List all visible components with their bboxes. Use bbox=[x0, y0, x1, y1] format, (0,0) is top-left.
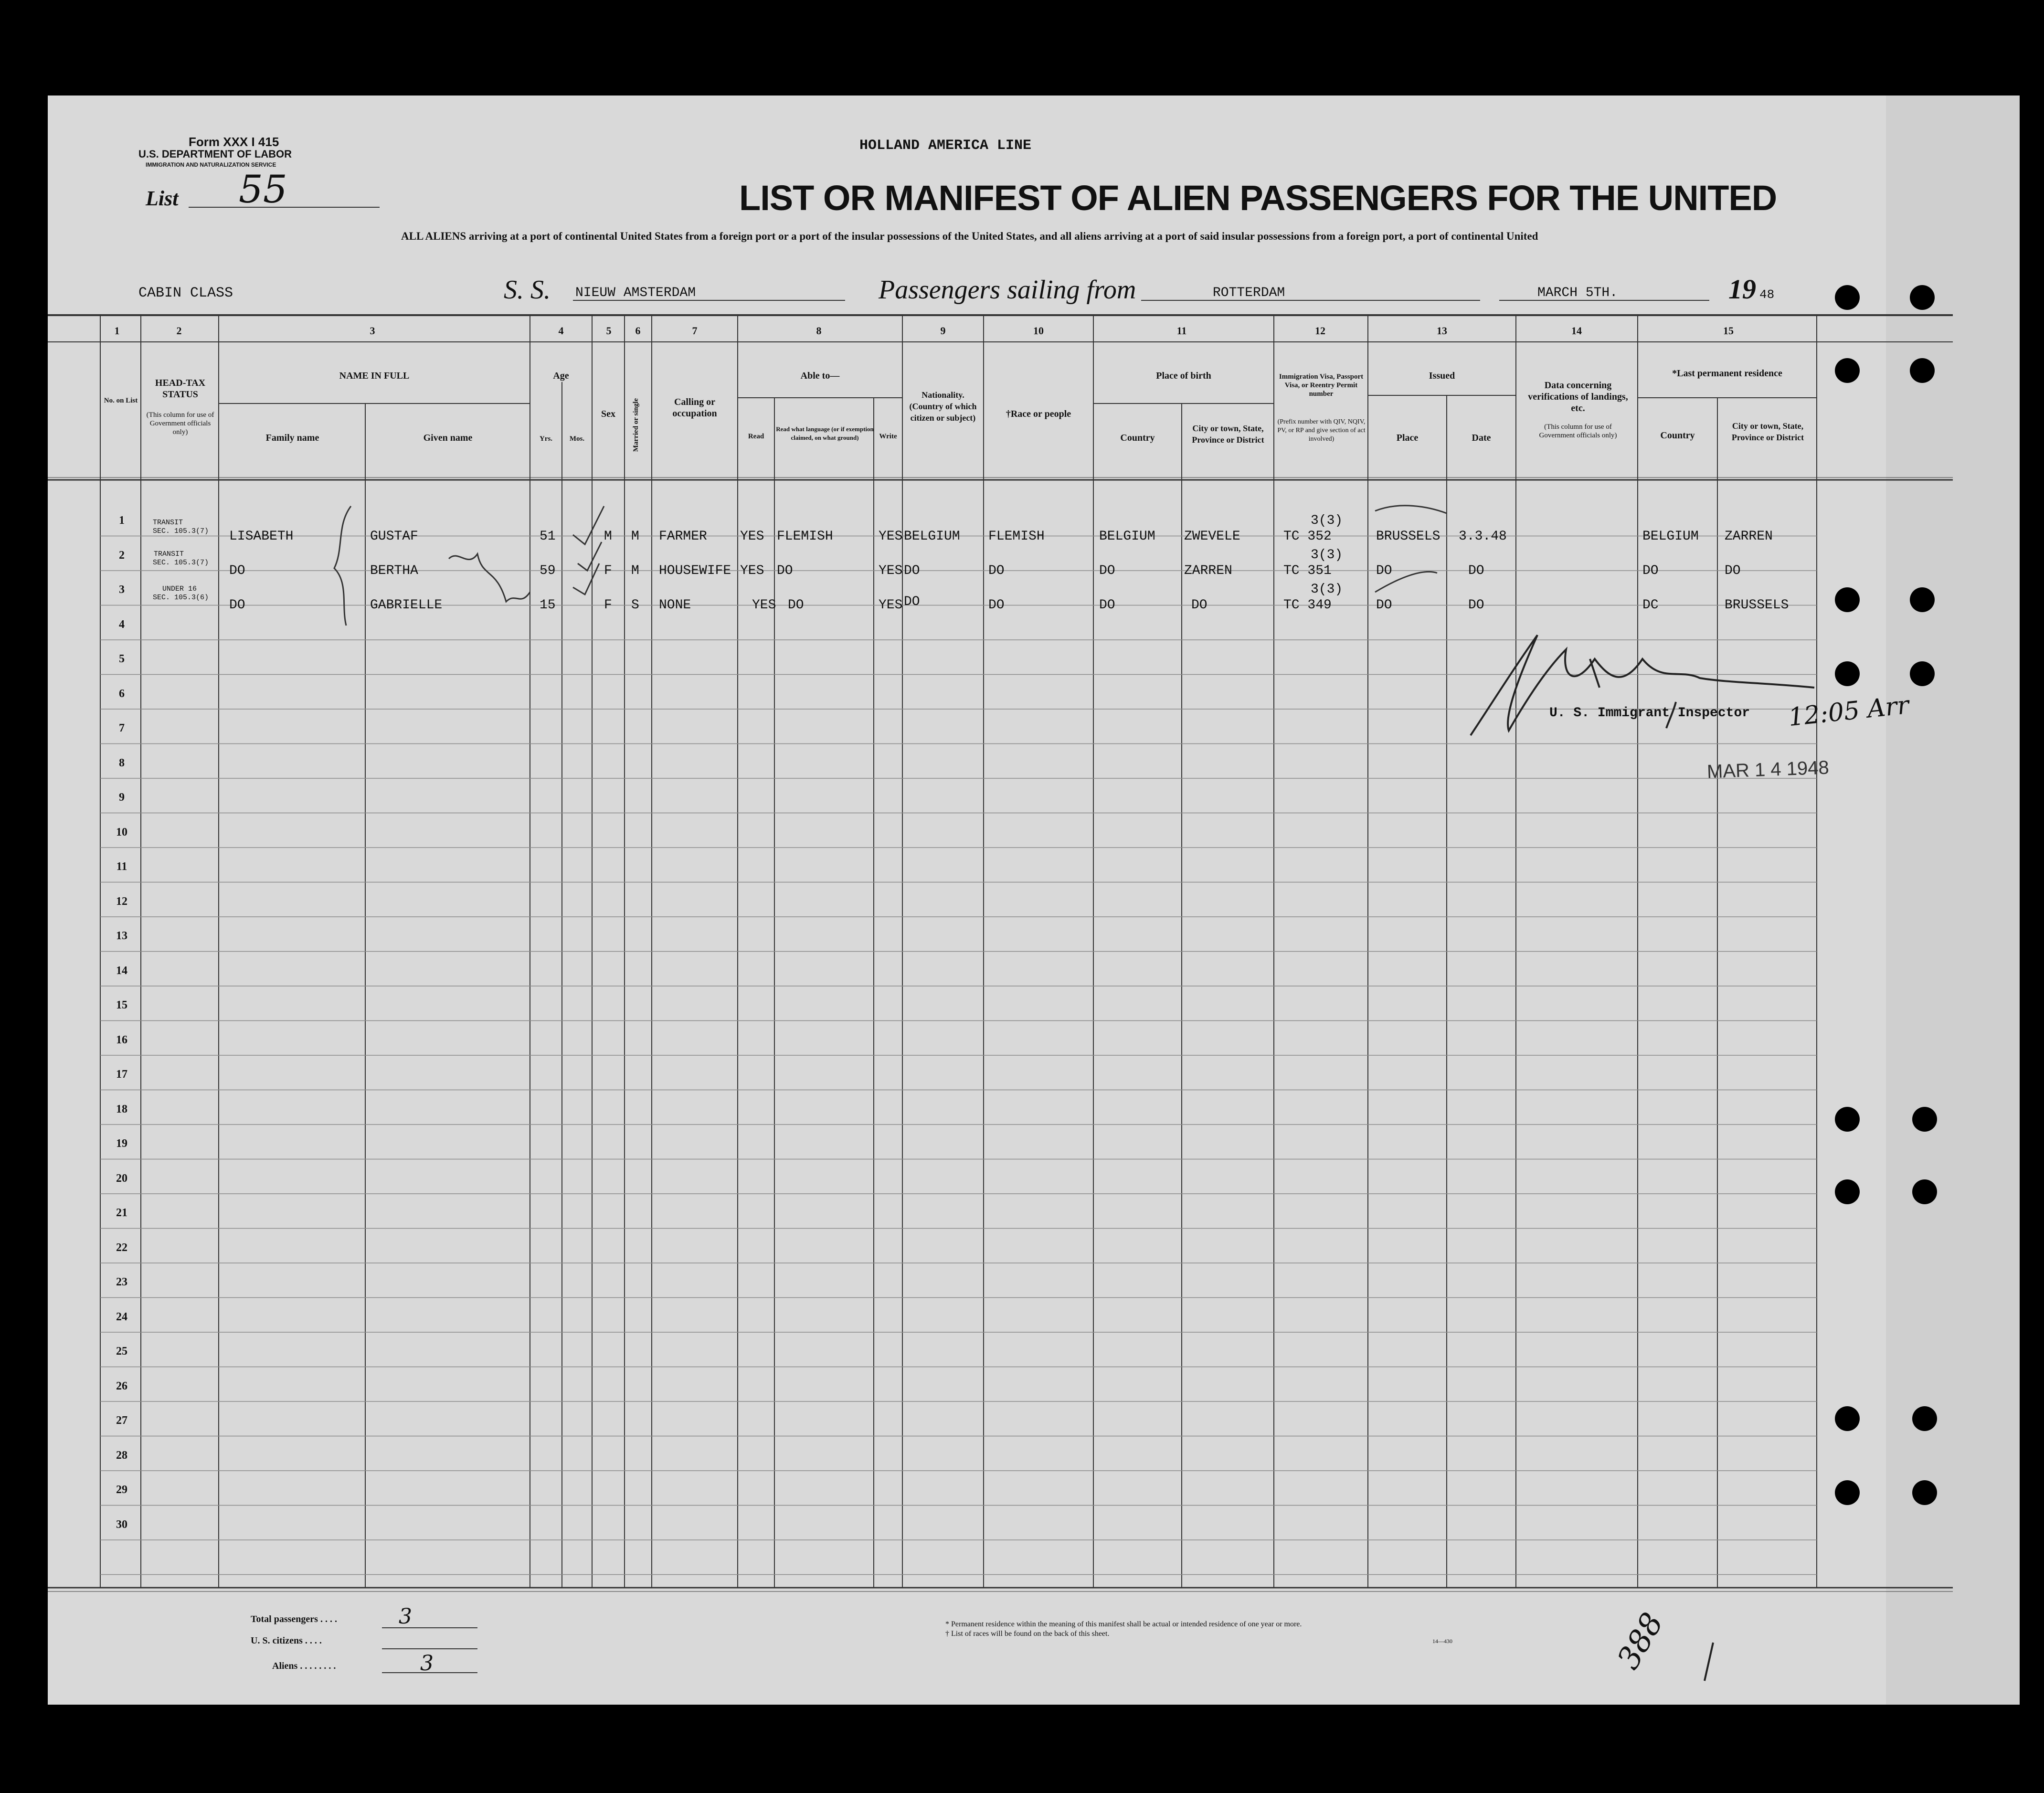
binder-hole bbox=[1835, 1107, 1860, 1132]
binder-hole bbox=[1910, 661, 1935, 686]
row-number: 17 bbox=[116, 1068, 127, 1081]
hdr-family-name: Family name bbox=[265, 433, 319, 443]
row1-tax: TRANSIT bbox=[153, 519, 183, 527]
col-num-14: 14 bbox=[1571, 325, 1582, 337]
row2-issued-date: DO bbox=[1468, 563, 1484, 578]
row-number: 19 bbox=[116, 1137, 127, 1150]
binder-hole bbox=[1910, 285, 1935, 310]
aliens-label: Aliens . . . . . . . . bbox=[272, 1661, 336, 1671]
row3-married: S bbox=[631, 598, 639, 613]
hdr-res-city: City or town, State, Province or District bbox=[1731, 421, 1804, 442]
binder-hole bbox=[1835, 587, 1860, 612]
hdr-residence: *Last permanent residence bbox=[1672, 368, 1782, 379]
row1-language: FLEMISH bbox=[777, 529, 833, 544]
binder-hole bbox=[1835, 1406, 1860, 1431]
row1-write: YES bbox=[879, 529, 903, 544]
footnote-residence: * Permanent residence within the meaning of this manifest shall be actual or intended residence of one year or more. bbox=[945, 1620, 1302, 1628]
row2-read: YES bbox=[740, 563, 764, 578]
hdr-write: Write bbox=[879, 433, 897, 440]
hdr-married: Married or single bbox=[632, 398, 640, 452]
col-num-1: 1 bbox=[114, 325, 120, 337]
col-num-7: 7 bbox=[692, 325, 698, 337]
hdr-birth-city: City or town, State, Province or District bbox=[1192, 424, 1264, 445]
aliens-underline bbox=[382, 1672, 477, 1673]
row1-sex: M bbox=[604, 529, 612, 544]
us-citizens-label: U. S. citizens . . . . bbox=[251, 1635, 322, 1646]
row3-visa: TC 349 bbox=[1283, 598, 1332, 613]
row3-birth-city: DO bbox=[1191, 598, 1207, 613]
row1-visa-section: 3(3) bbox=[1311, 513, 1343, 528]
manifest-title: LIST OR MANIFEST OF ALIEN PASSENGERS FOR THE UNITED bbox=[739, 178, 1777, 218]
total-passengers-label: Total passengers . . . . bbox=[251, 1614, 337, 1624]
row-number: 13 bbox=[116, 930, 127, 942]
row-number: 27 bbox=[116, 1414, 127, 1427]
row-number: 28 bbox=[116, 1449, 127, 1462]
row2-visa: TC 351 bbox=[1283, 563, 1332, 578]
row1-tax-sec: SEC. 105.3(7) bbox=[153, 527, 209, 535]
row3-yrs: 15 bbox=[540, 598, 556, 613]
row-number: 6 bbox=[119, 687, 125, 700]
row-number: 15 bbox=[116, 999, 127, 1011]
hdr-mos: Mos. bbox=[569, 435, 585, 443]
row1-race: FLEMISH bbox=[988, 529, 1045, 544]
row2-nationality: DO bbox=[904, 563, 920, 578]
row2-visa-section: 3(3) bbox=[1311, 548, 1343, 562]
hdr-issued-place: Place bbox=[1396, 433, 1419, 443]
hdr-visa: Immigration Visa, Passport Visa, or Reentry Permit number bbox=[1279, 373, 1364, 398]
hdr-able-to: Able to— bbox=[800, 371, 840, 381]
line-name: HOLLAND AMERICA LINE bbox=[859, 138, 1032, 154]
row2-issued-place: DO bbox=[1376, 563, 1392, 578]
row3-sex: F bbox=[604, 598, 612, 613]
row-number: 2 bbox=[119, 549, 125, 562]
hdr-name-in-full: NAME IN FULL bbox=[339, 371, 410, 381]
hdr-birth-country: Country bbox=[1120, 433, 1155, 443]
manifest-subtitle: ALL ALIENS arriving at a port of continental United States from a foreign port or a port of the insular possessions of the United States, and all aliens arriving at a port of said insular possessions from a foreign port, a port of continental United bbox=[401, 230, 1538, 242]
col-num-13: 13 bbox=[1437, 325, 1447, 337]
row2-tax-sec: SEC. 105.3(7) bbox=[153, 559, 209, 567]
col-num-6: 6 bbox=[635, 325, 641, 337]
ss-label: S. S. bbox=[504, 275, 551, 305]
row3-tax: UNDER 16 bbox=[162, 585, 197, 593]
row-number: 29 bbox=[116, 1484, 127, 1496]
row2-race: DO bbox=[988, 563, 1005, 578]
hdr-issued: Issued bbox=[1429, 371, 1455, 381]
hdr-race: †Race or people bbox=[1006, 409, 1071, 419]
row2-res-city: DO bbox=[1725, 563, 1741, 578]
hdr-head-tax: HEAD-TAX STATUS bbox=[155, 378, 206, 400]
row3-visa-section: 3(3) bbox=[1311, 582, 1343, 597]
ship-name: NIEUW AMSTERDAM bbox=[575, 286, 696, 300]
row1-nationality: BELGIUM bbox=[904, 529, 960, 544]
row1-issued-date: 3.3.48 bbox=[1459, 529, 1507, 544]
row2-family: DO bbox=[229, 563, 245, 578]
row-number: 11 bbox=[116, 860, 127, 873]
row1-read: YES bbox=[740, 529, 764, 544]
row2-sex: F bbox=[604, 563, 612, 578]
row3-tax-sec: SEC. 105.3(6) bbox=[153, 594, 209, 602]
row-number: 14 bbox=[116, 964, 127, 977]
row-number: 4 bbox=[119, 618, 125, 631]
row1-yrs: 51 bbox=[540, 529, 556, 544]
list-number: 55 bbox=[239, 167, 287, 212]
row3-occupation: NONE bbox=[659, 598, 691, 613]
row1-birth-city: ZWEVELE bbox=[1184, 529, 1240, 544]
row2-married: M bbox=[631, 563, 639, 578]
page-mark: 388 bbox=[1610, 1607, 1671, 1676]
row-number: 8 bbox=[119, 756, 125, 769]
row3-issued-date: DO bbox=[1468, 598, 1484, 613]
row-number: 18 bbox=[116, 1103, 127, 1115]
hdr-sex: Sex bbox=[601, 409, 615, 419]
hdr-visa-note: (Prefix number with QIV, NQIV, PV, or RP and give section of act involved) bbox=[1277, 418, 1366, 443]
sailing-date: MARCH 5TH. bbox=[1537, 286, 1618, 300]
row3-res-country: DC bbox=[1642, 598, 1659, 613]
row2-occupation: HOUSEWIFE bbox=[659, 563, 731, 578]
citizens-underline bbox=[382, 1648, 477, 1649]
row2-birth-country: DO bbox=[1099, 563, 1115, 578]
hdr-head-tax-note: (This column for use of Government officials only) bbox=[146, 411, 214, 436]
hdr-landing-note: (This column for use of Government officials only) bbox=[1539, 423, 1617, 439]
binder-hole bbox=[1910, 587, 1935, 612]
binder-hole bbox=[1912, 1406, 1937, 1431]
col-num-3: 3 bbox=[370, 325, 375, 337]
row-number: 25 bbox=[116, 1345, 127, 1358]
row3-read: YES bbox=[752, 598, 776, 613]
row3-birth-country: DO bbox=[1099, 598, 1115, 613]
row2-given: BERTHA bbox=[370, 563, 418, 578]
row-number: 22 bbox=[116, 1241, 127, 1254]
binder-hole bbox=[1912, 1179, 1937, 1204]
hdr-issued-date: Date bbox=[1472, 433, 1491, 443]
footer-code: 14—430 bbox=[1432, 1638, 1452, 1644]
row-number: 12 bbox=[116, 895, 127, 908]
row-number: 30 bbox=[116, 1518, 127, 1531]
total-underline bbox=[382, 1627, 477, 1628]
row2-yrs: 59 bbox=[540, 563, 556, 578]
inspection-stamp: MAR 1 4 1948 bbox=[1706, 757, 1830, 783]
row-number: 16 bbox=[116, 1033, 127, 1046]
hdr-nationality: Nationality. (Country of which citizen or subject) bbox=[909, 390, 977, 423]
handwritten-time: 12:05 Arr bbox=[1787, 690, 1911, 732]
hdr-landing: Data concerning verifications of landings, etc. bbox=[1528, 380, 1628, 414]
row2-tax: TRANSIT bbox=[154, 550, 184, 558]
row-number: 21 bbox=[116, 1207, 127, 1219]
row1-birth-country: BELGIUM bbox=[1099, 529, 1155, 544]
row-number: 9 bbox=[119, 791, 125, 804]
cabin-class: CABIN CLASS bbox=[138, 285, 233, 301]
col-num-12: 12 bbox=[1315, 325, 1325, 337]
row3-family: DO bbox=[229, 598, 245, 613]
row3-language: DO bbox=[788, 598, 804, 613]
hdr-yrs: Yrs. bbox=[539, 435, 553, 443]
row1-married: M bbox=[631, 529, 639, 544]
year-prefix: 19 bbox=[1728, 274, 1756, 305]
row-number: 3 bbox=[119, 584, 125, 596]
binder-hole bbox=[1835, 285, 1860, 310]
row2-birth-city: ZARREN bbox=[1184, 563, 1232, 578]
hdr-age: Age bbox=[553, 371, 569, 381]
row3-given: GABRIELLE bbox=[370, 598, 443, 613]
col-num-2: 2 bbox=[176, 325, 182, 337]
binder-hole bbox=[1835, 358, 1860, 383]
row-number: 26 bbox=[116, 1379, 127, 1392]
col-num-5: 5 bbox=[606, 325, 612, 337]
footnote-races: † List of races will be found on the back of this sheet. bbox=[945, 1630, 1110, 1638]
row-number: 24 bbox=[116, 1310, 127, 1323]
port-name: ROTTERDAM bbox=[1213, 286, 1285, 300]
row3-issued-place: DO bbox=[1376, 598, 1392, 613]
binder-hole bbox=[1912, 1480, 1937, 1505]
hdr-no-on-list: No. on List bbox=[104, 397, 138, 404]
row2-res-country: DO bbox=[1642, 563, 1659, 578]
list-label: List bbox=[146, 187, 179, 210]
row1-visa: TC 352 bbox=[1283, 529, 1332, 544]
binder-hole bbox=[1912, 1107, 1937, 1132]
row1-occupation: FARMER bbox=[659, 529, 707, 544]
binder-hole bbox=[1835, 1480, 1860, 1505]
row2-write: YES bbox=[879, 563, 903, 578]
form-number: Form XXX I 415 bbox=[189, 135, 279, 149]
row3-res-city: BRUSSELS bbox=[1725, 598, 1789, 613]
hdr-read-language: Read what language (or if exemption claimed, on what ground) bbox=[776, 425, 874, 441]
row3-race: DO bbox=[988, 598, 1005, 613]
hdr-given-name: Given name bbox=[423, 433, 473, 443]
row-number: 7 bbox=[119, 722, 125, 734]
row2-language: DO bbox=[777, 563, 793, 578]
col-num-9: 9 bbox=[940, 325, 946, 337]
service-label: IMMIGRATION AND NATURALIZATION SERVICE bbox=[146, 161, 276, 168]
row-number: 1 bbox=[119, 514, 125, 527]
row-number: 10 bbox=[116, 826, 127, 838]
hdr-calling: Calling or occupation bbox=[672, 397, 717, 419]
department-label: U.S. DEPARTMENT OF LABOR bbox=[138, 148, 292, 160]
col-num-15: 15 bbox=[1723, 325, 1734, 337]
col-num-4: 4 bbox=[558, 325, 564, 337]
row-number: 23 bbox=[116, 1276, 127, 1288]
binder-hole bbox=[1835, 1179, 1860, 1204]
row1-res-country: BELGIUM bbox=[1642, 529, 1699, 544]
binder-hole bbox=[1835, 661, 1860, 686]
hdr-res-country: Country bbox=[1660, 430, 1695, 441]
binder-hole bbox=[1910, 358, 1935, 383]
inspector-label: U. S. Immigrant Inspector bbox=[1549, 706, 1750, 721]
row1-given: GUSTAF bbox=[370, 529, 418, 544]
row3-write: YES bbox=[879, 598, 903, 613]
sailing-label: Passengers sailing from bbox=[879, 275, 1136, 305]
row-number: 5 bbox=[119, 653, 125, 665]
row1-issued-place: BRUSSELS bbox=[1376, 529, 1440, 544]
col-num-10: 10 bbox=[1033, 325, 1044, 337]
year-suffix: 48 bbox=[1759, 287, 1775, 302]
total-passengers-value: 3 bbox=[399, 1604, 412, 1629]
hdr-read: Read bbox=[748, 433, 764, 440]
col-num-11: 11 bbox=[1176, 325, 1187, 337]
hdr-place-of-birth: Place of birth bbox=[1156, 371, 1211, 381]
row1-res-city: ZARREN bbox=[1725, 529, 1773, 544]
row1-family: LISABETH bbox=[229, 529, 294, 544]
aliens-value: 3 bbox=[420, 1651, 434, 1676]
row-number: 20 bbox=[116, 1172, 127, 1185]
row3-nationality: DO bbox=[904, 594, 920, 609]
col-num-8: 8 bbox=[816, 325, 822, 337]
